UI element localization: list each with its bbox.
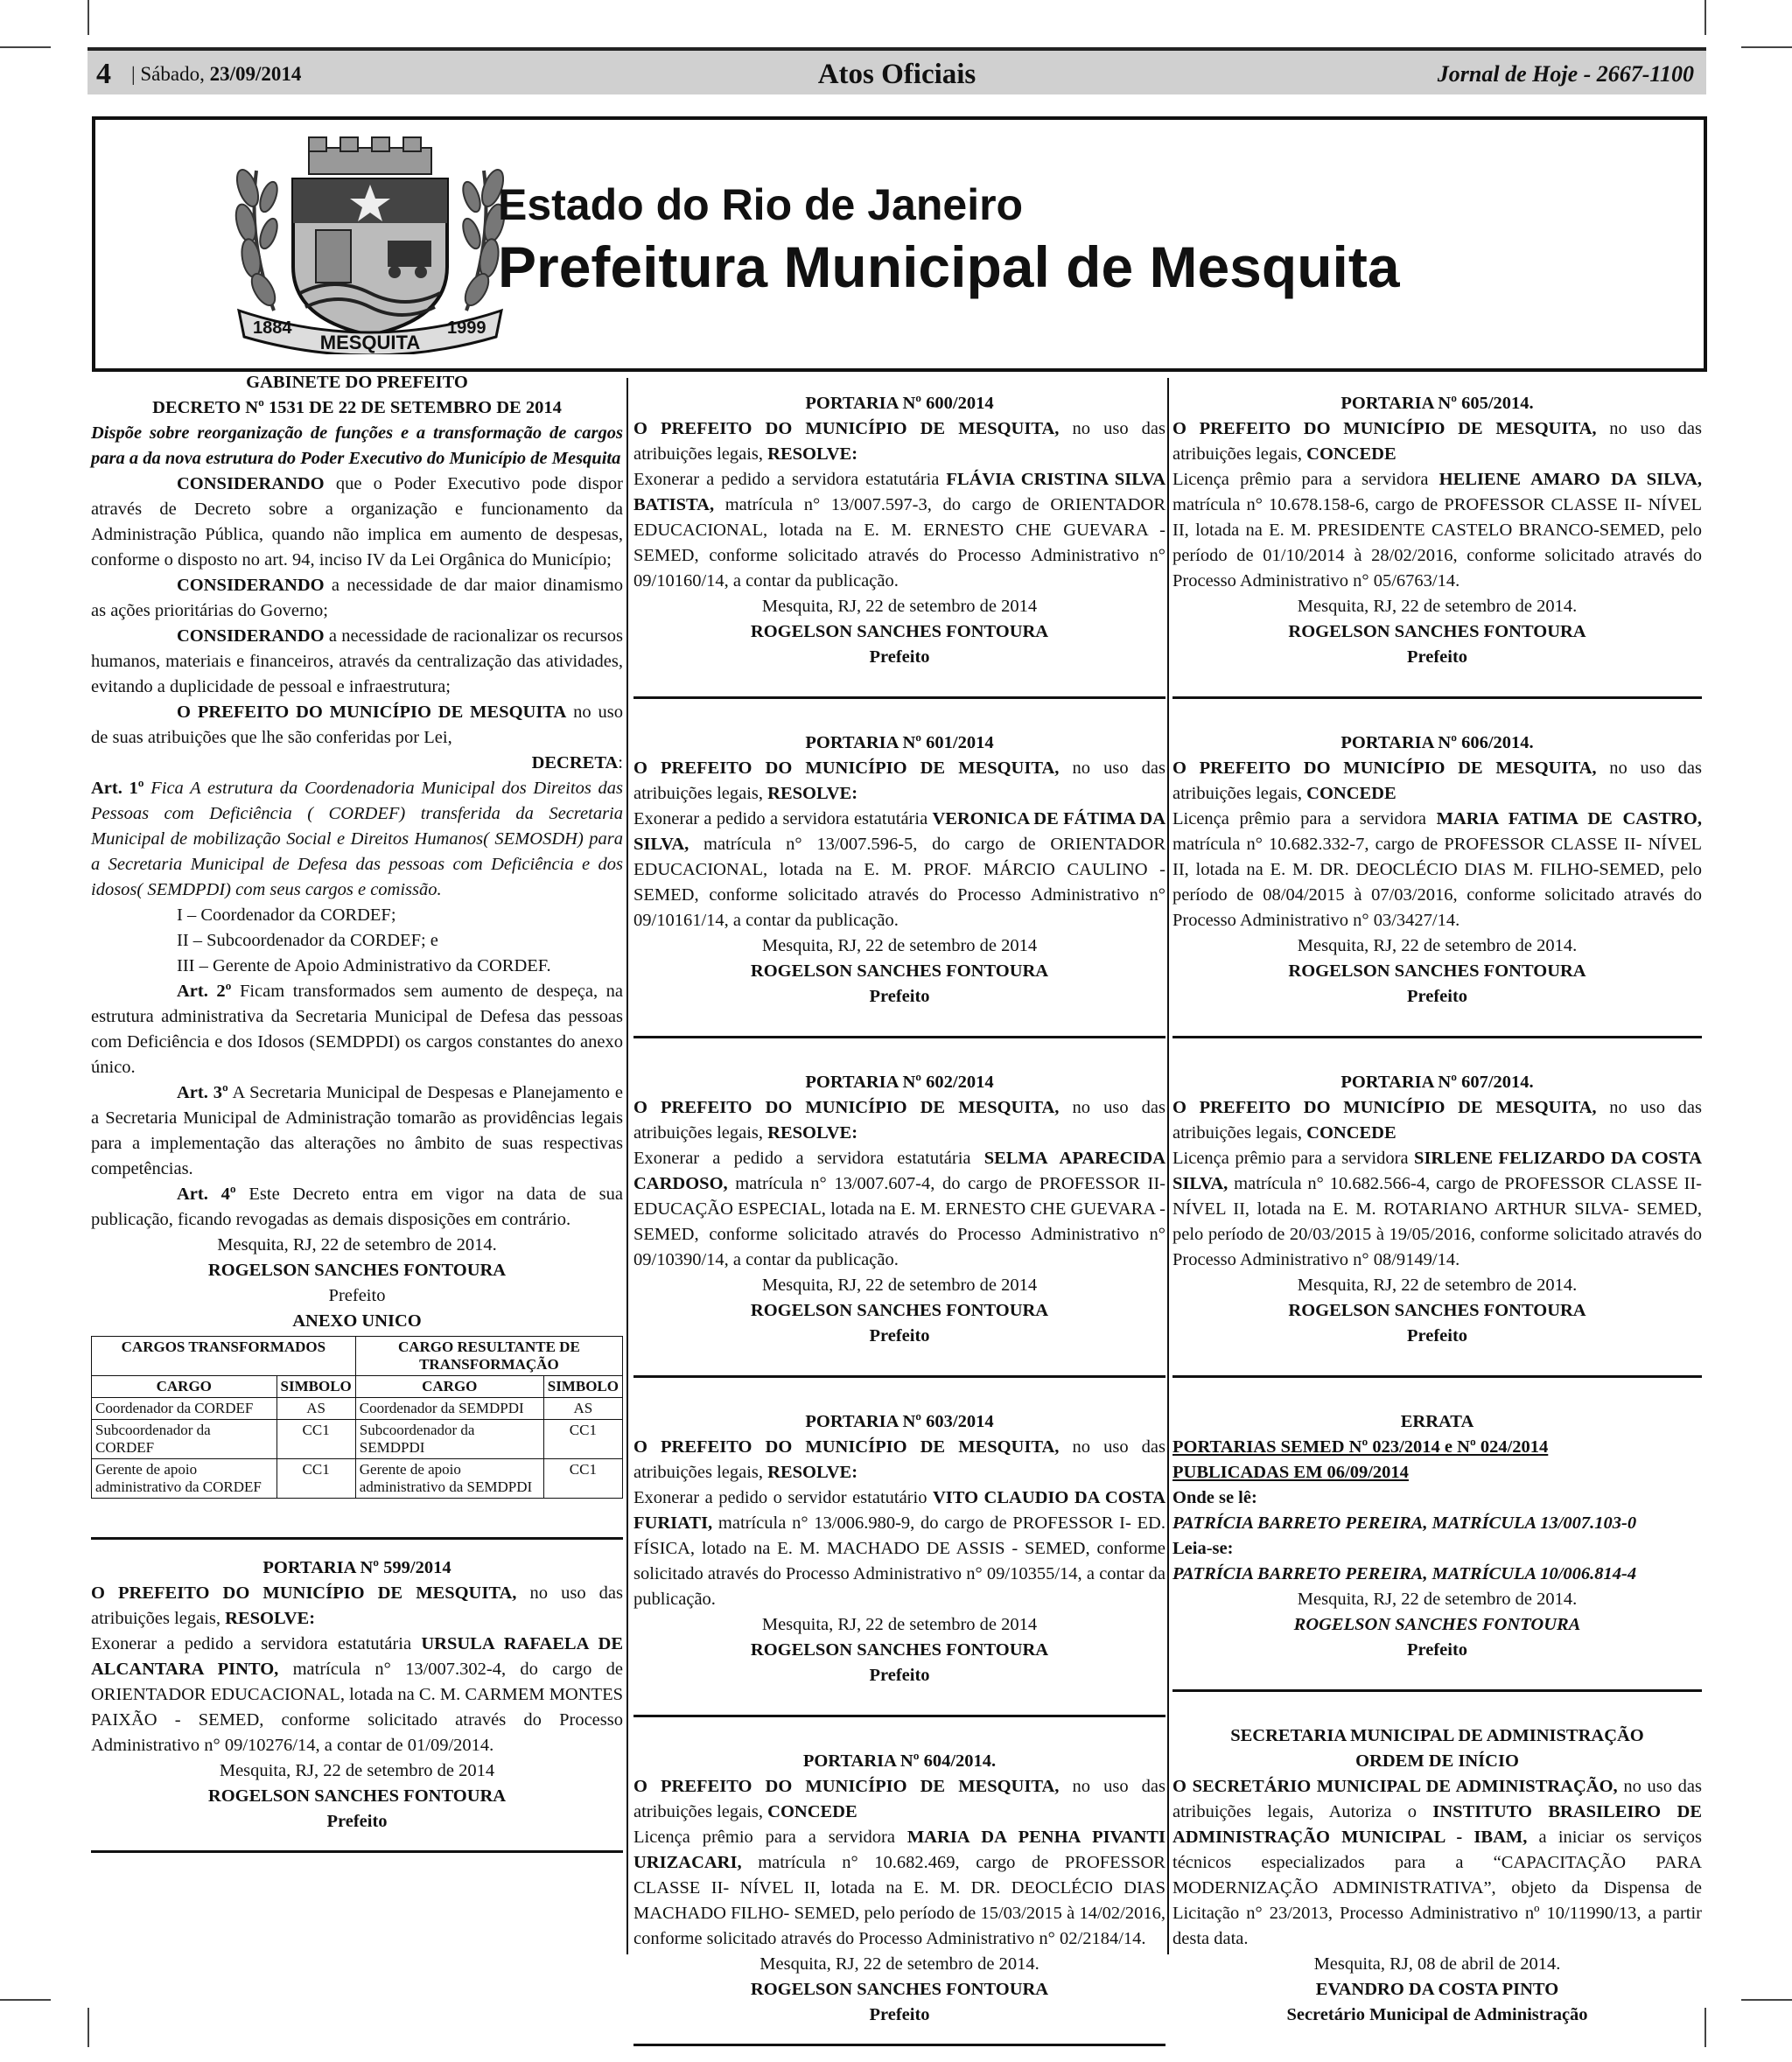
article-2: Art. 2º Ficam transformados sem aumento de despeça, na estrutura administrativa da Secretaria Municipal de Defesa das pessoas com Deficiência e dos Idosos (SEMDPDI) os cargos constantes do anexo único.	[91, 982, 624, 1077]
section-divider	[634, 2044, 1166, 2046]
errata-reference: PORTARIAS SEMED Nº 023/2014 e Nº 024/2014	[1172, 1437, 1549, 1457]
section-divider	[1172, 696, 1702, 699]
table-cell: Coordenador da CORDEF	[92, 1398, 277, 1420]
section-divider	[634, 1715, 1166, 1717]
coat-of-arms-icon	[221, 136, 519, 354]
crest-year-left: 1884	[253, 318, 292, 338]
column-2	[634, 370, 1166, 2062]
group-header: CARGO RESULTANTE DE TRANSFORMAÇÃO	[355, 1337, 622, 1376]
portaria-body: Exonerar a pedido a servidora estatutária URSULA RAFAELA DE ALCANTARA PINTO, matrícula n° 13/007.302-4, do cargo de ORIENTADOR EDUCACIONAL, lotada na C. M. CARMEM MONTES PAIXÃO - SEMED, conforme solicitado através do Processo Administrativo n° 09/10276/14, a contar de 01/09/2014.	[91, 1634, 624, 1755]
table-cell: Subcoordenador da SEMDPDI	[355, 1420, 543, 1459]
portaria-602	[634, 1070, 1166, 1349]
portaria-title: PORTARIA Nº 602/2014	[805, 1073, 994, 1092]
considerando-2: CONSIDERANDO a necessidade de dar maior dinamismo as ações prioritárias do Governo;	[91, 576, 623, 620]
decreto-section	[91, 370, 623, 1499]
section-divider	[634, 1036, 1166, 1038]
portaria-body: Licença prêmio para a servidora SIRLENE FELIZARDO DA COSTA SILVA, matrícula n° 10.682.566-4, cargo de PROFESSOR CLASSE II- NÍVEL II, lotada na E. M. ROTARIANO ARTHUR SILVA- SEMED, pelo período de 20/03/2015 à 19/05/2016, conforme solicitado através do Processo Administrativo n° 08/9149/14.	[1172, 1149, 1702, 1269]
portaria-606	[1172, 730, 1702, 1010]
portaria-intro: O PREFEITO DO MUNICÍPIO DE MESQUITA, no uso das atribuições legais, RESOLVE:	[91, 1583, 623, 1628]
column-3	[1172, 370, 1702, 2028]
signer-name: ROGELSON SANCHES FONTOURA	[750, 1640, 1049, 1660]
decreta-label: DECRETA:	[531, 753, 623, 772]
crest-name: MESQUITA	[319, 332, 421, 353]
state-name: Estado do Rio de Janeiro	[498, 180, 1024, 229]
portaria-body: Exonerar a pedido o servidor estatutário VITO CLAUDIO DA COSTA FURIATI, matrícula n° 13/006.980-9, do cargo de PROFESSOR I- ED. FÍSICA, lotado na E. M. MACHADO DE ASSIS - SEMED, conforme solicitado através do Processo Administrativo n° 09/10355/14, a contar da publicação.	[634, 1488, 1166, 1609]
section-divider	[1172, 1689, 1702, 1692]
portaria-title: PORTARIA Nº 607/2014.	[1340, 1073, 1534, 1092]
place-date: Mesquita, RJ, 22 de setembro de 2014	[761, 936, 1038, 955]
page-header	[88, 47, 1706, 94]
issue-date: | Sábado, 23/09/2014	[131, 63, 302, 85]
place-date: Mesquita, RJ, 22 de setembro de 2014	[761, 1615, 1038, 1634]
portaria-601	[634, 730, 1166, 1010]
signer-role: Prefeito	[326, 1812, 388, 1831]
portaria-body: Licença prêmio para a servidora MARIA FATIMA DE CASTRO, matrícula n° 10.682.332-7, cargo de PROFESSOR CLASSE II- NÍVEL II, lotada na E. M. DR. DEOCLÉCIO DIAS M. FILHO-SEMED, pelo período de 08/04/2015 à 07/03/2016, conforme solicitado através do Processo Administrativo n° 03/3427/14.	[1172, 809, 1703, 930]
portaria-title: PORTARIA Nº 604/2014.	[802, 1751, 997, 1771]
signer-role: Prefeito	[1406, 647, 1468, 667]
article-3: Art. 3º A Secretaria Municipal de Despesas e Planejamento e a Secretaria Municipal de Administração tomarão as providências legais para a implementação das alterações no âmbito de suas respectivas competências.	[91, 1083, 624, 1178]
portaria-intro: O PREFEITO DO MUNICÍPIO DE MESQUITA, no uso das atribuições legais, CONCEDE	[634, 1777, 1166, 1821]
signer-name: ROGELSON SANCHES FONTOURA	[207, 1261, 507, 1280]
table-cell: CC1	[543, 1459, 622, 1499]
signer-name: ROGELSON SANCHES FONTOURA	[750, 961, 1049, 981]
place-date: Mesquita, RJ, 22 de setembro de 2014.	[1297, 597, 1578, 616]
table-cell: CC1	[276, 1459, 355, 1499]
section-divider	[634, 1375, 1166, 1378]
ordem-section	[1172, 1723, 1702, 2028]
article-1-item: I – Coordenador da CORDEF;	[177, 905, 396, 925]
article-1-item: III – Gerente de Apoio Administrativo da CORDEF.	[177, 956, 551, 975]
crop-mark	[1741, 1999, 1792, 2001]
signer-name: ROGELSON SANCHES FONTOURA	[1288, 961, 1586, 981]
errata-title: ERRATA	[1400, 1412, 1474, 1431]
signer-name: ROGELSON SANCHES FONTOURA	[750, 1301, 1049, 1320]
errata-reference: PUBLICADAS EM 06/09/2014	[1172, 1463, 1409, 1482]
signer-name: ROGELSON SANCHES FONTOURA	[750, 1980, 1049, 1999]
portaria-599	[91, 1555, 623, 1835]
group-header: CARGOS TRANSFORMADOS	[92, 1337, 356, 1376]
signer-role: Prefeito	[1406, 1640, 1468, 1660]
portaria-title: PORTARIA Nº 605/2014.	[1340, 394, 1534, 413]
place-date: Mesquita, RJ, 22 de setembro de 2014.	[760, 1954, 1040, 1974]
crop-mark	[0, 46, 51, 48]
column-header: SIMBOLO	[276, 1376, 355, 1398]
crop-mark	[88, 2008, 89, 2047]
article-1: Art. 1º Fica A estrutura da Coordenadoria Municipal dos Direitos das Pessoas com Deficiência ( CORDEF) transferida da Secretaria Municipal de mobilização Social e Direitos Humanos( SEMOSDH) para a Secretaria Municipal de Defesa das pessoas com Deficiência e dos idosos( SEMDPDI) com seus cargos e comissão.	[91, 779, 624, 899]
portaria-intro: O PREFEITO DO MUNICÍPIO DE MESQUITA, no uso das atribuições legais, CONCEDE	[1172, 419, 1702, 464]
place-date: Mesquita, RJ, 22 de setembro de 2014	[761, 597, 1038, 616]
annex-table	[91, 1336, 623, 1499]
newspaper-name: Jornal de Hoje - 2667-1100	[1437, 61, 1694, 87]
portaria-605	[1172, 391, 1702, 670]
portaria-intro: O PREFEITO DO MUNICÍPIO DE MESQUITA, no uso das atribuições legais, RESOLVE:	[634, 758, 1166, 803]
place-date: Mesquita, RJ, 22 de setembro de 2014.	[1297, 936, 1578, 955]
decreto-title: DECRETO Nº 1531 DE 22 DE SETEMBRO DE 2014	[152, 398, 562, 417]
portaria-intro: O PREFEITO DO MUNICÍPIO DE MESQUITA, no uso das atribuições legais, RESOLVE:	[634, 419, 1166, 464]
table-cell: AS	[276, 1398, 355, 1420]
table-cell: CC1	[543, 1420, 622, 1459]
errata-leia-label: Leia-se:	[1172, 1539, 1234, 1558]
ordem-body: O SECRETÁRIO MUNICIPAL DE ADMINISTRAÇÃO, no uso das atribuições legais, Autoriza o INSTITUTO BRASILEIRO DE ADMINISTRAÇÃO MUNICIPAL - IBAM, a iniciar os serviços técnicos especializados para a “CAPACITAÇÃO PARA MODERNIZAÇÃO ADMINISTRATIVA”, objeto da Dispensa de Licitação n° 23/2013, Processo Administrativo nº 10/11990/13, a partir desta data.	[1172, 1777, 1702, 1948]
section-divider	[91, 1537, 623, 1540]
place-date: Mesquita, RJ, 22 de setembro de 2014	[219, 1761, 495, 1780]
signer-name: EVANDRO DA COSTA PINTO	[1315, 1980, 1559, 1999]
signer-name: ROGELSON SANCHES FONTOURA	[1293, 1615, 1581, 1634]
department-heading: SECRETARIA MUNICIPAL DE ADMINISTRAÇÃO	[1230, 1726, 1644, 1745]
signer-role: Prefeito	[328, 1286, 386, 1305]
table-header	[92, 1376, 623, 1398]
errata-onde-label: Onde se lê:	[1172, 1488, 1257, 1507]
errata-correct-text: PATRÍCIA BARRETO PEREIRA, MATRÍCULA 10/006.814-4	[1172, 1564, 1637, 1583]
signer-role: Prefeito	[869, 1326, 930, 1346]
errata-wrong-text: PATRÍCIA BARRETO PEREIRA, MATRÍCULA 13/007.103-0	[1172, 1513, 1637, 1533]
portaria-title: PORTARIA Nº 600/2014	[805, 394, 994, 413]
column-divider	[1167, 378, 1169, 1954]
portaria-intro: O PREFEITO DO MUNICÍPIO DE MESQUITA, no uso das atribuições legais, CONCEDE	[1172, 1098, 1702, 1143]
ordem-title: ORDEM DE INÍCIO	[1355, 1751, 1519, 1771]
section-title: Atos Oficiais	[817, 59, 976, 90]
signer-role: Prefeito	[869, 1666, 930, 1685]
table-group-header	[92, 1337, 623, 1376]
column-divider	[626, 378, 628, 1954]
signer-name: ROGELSON SANCHES FONTOURA	[1288, 622, 1586, 641]
signer-role: Prefeito	[869, 2005, 930, 2024]
column-header: CARGO	[92, 1376, 277, 1398]
considerando-1: CONSIDERANDO que o Poder Executivo pode dispor através de Decreto sobre a organização e funcionamento da Administração Pública, quando não implica em aumento de despesas, conforme o disposto no art. 94, inciso IV da Lei Orgânica do Município;	[91, 474, 623, 570]
portaria-603	[634, 1409, 1166, 1688]
prefeito-clause: O PREFEITO DO MUNICÍPIO DE MESQUITA no uso de suas atribuições que lhe são conferidas por Lei,	[91, 702, 623, 747]
crop-mark	[1704, 2008, 1706, 2047]
column-header: SIMBOLO	[543, 1376, 622, 1398]
table-cell: Gerente de apoio administrativo da SEMDPDI	[355, 1459, 543, 1499]
table-cell: CC1	[276, 1420, 355, 1459]
portaria-607	[1172, 1070, 1702, 1349]
masthead	[92, 116, 1707, 372]
crop-mark	[88, 0, 89, 35]
annex-title: ANEXO UNICO	[292, 1311, 422, 1331]
errata-section	[1172, 1409, 1702, 1663]
considerando-3: CONSIDERANDO a necessidade de racionalizar os recursos humanos, materiais e financeiros, através da centralização das atividades, evitando a duplicidade de pessoal e infraestrutura;	[91, 626, 623, 696]
table-cell: AS	[543, 1398, 622, 1420]
page-number: 4	[96, 58, 111, 90]
portaria-intro: O PREFEITO DO MUNICÍPIO DE MESQUITA, no uso das atribuições legais, RESOLVE:	[634, 1437, 1166, 1482]
signer-name: ROGELSON SANCHES FONTOURA	[750, 622, 1049, 641]
column-header: CARGO	[355, 1376, 543, 1398]
place-date: Mesquita, RJ, 08 de abril de 2014.	[1313, 1954, 1561, 1974]
table-cell: Gerente de apoio administrativo da CORDEF	[92, 1459, 277, 1499]
city-hall-name: Prefeitura Municipal de Mesquita	[498, 234, 1400, 299]
table-row	[92, 1398, 623, 1420]
table-cell: Subcoordenador da CORDEF	[92, 1420, 277, 1459]
article-4: Art. 4º Este Decreto entra em vigor na data de sua publicação, ficando revogadas as demais disposições em contrário.	[91, 1185, 623, 1229]
crop-mark	[1704, 0, 1706, 35]
portaria-body: Exonerar a pedido a servidora estatutária SELMA APARECIDA CARDOSO, matrícula n° 13/007.607-4, do cargo de PROFESSOR II- EDUCAÇÃO ESPECIAL, lotada na E. M. ERNESTO CHE GUEVARA - SEMED, conforme solicitado através do Processo Administrativo n° 09/10390/14, a contar da publicação.	[634, 1149, 1166, 1269]
section-divider	[634, 696, 1166, 699]
signer-name: ROGELSON SANCHES FONTOURA	[207, 1786, 507, 1806]
place-date: Mesquita, RJ, 22 de setembro de 2014.	[1297, 1590, 1578, 1609]
table-row	[92, 1459, 623, 1499]
crop-mark	[1741, 46, 1792, 48]
signer-role: Prefeito	[869, 987, 930, 1006]
signer-role: Secretário Municipal de Administração	[1286, 2005, 1588, 2024]
portaria-604	[634, 1749, 1166, 2028]
signer-role: Prefeito	[869, 647, 930, 667]
portaria-body: Licença prêmio para a servidora HELIENE AMARO DA SILVA, matrícula n° 10.678.158-6, cargo de PROFESSOR CLASSE II- NÍVEL II, lotada na E. M. PRESIDENTE CASTELO BRANCO-SEMED, pelo período de 01/10/2014 à 28/02/2016, conforme solicitado através do Processo Administrativo n° 05/6763/14.	[1172, 470, 1702, 591]
column-1	[91, 370, 623, 1869]
portaria-intro: O PREFEITO DO MUNICÍPIO DE MESQUITA, no uso das atribuições legais, RESOLVE:	[634, 1098, 1166, 1143]
portaria-body: Licença prêmio para a servidora MARIA DA PENHA PIVANTI URIZACARI, matrícula n° 10.682.469, cargo de PROFESSOR CLASSE II- NÍVEL II, lotada na E. M. DR. DEOCLÉCIO DIAS MACHADO FILHO- SEMED, pelo período de 15/03/2015 à 14/02/2016, conforme solicitado através do Processo Administrativo n° 02/2184/14.	[634, 1828, 1166, 1948]
portaria-title: PORTARIA Nº 606/2014.	[1340, 733, 1534, 752]
portaria-title: PORTARIA Nº 601/2014	[805, 733, 994, 752]
portaria-title: PORTARIA Nº 599/2014	[262, 1558, 452, 1577]
article-1-item: II – Subcoordenador da CORDEF; e	[177, 931, 438, 950]
place-date: Mesquita, RJ, 22 de setembro de 2014	[761, 1276, 1038, 1295]
office-heading: GABINETE DO PREFEITO	[246, 373, 468, 392]
signer-name: ROGELSON SANCHES FONTOURA	[1288, 1301, 1586, 1320]
portaria-intro: O PREFEITO DO MUNICÍPIO DE MESQUITA, no uso das atribuições legais, CONCEDE	[1172, 758, 1702, 803]
signer-role: Prefeito	[1406, 1326, 1468, 1346]
table-row	[92, 1420, 623, 1459]
portaria-title: PORTARIA Nº 603/2014	[805, 1412, 994, 1431]
crest-year-right: 1999	[447, 318, 486, 338]
section-divider	[1172, 1375, 1702, 1378]
crop-mark	[0, 1999, 51, 2001]
section-divider	[91, 1850, 623, 1853]
portaria-body: Exonerar a pedido a servidora estatutária VERONICA DE FÁTIMA DA SILVA, matrícula n° 13/007.596-5, do cargo de ORIENTADOR EDUCACIONAL, lotada na E. M. PROF. MÁRCIO CAULINO - SEMED, conforme solicitado através do Processo Administrativo n° 09/10161/14, a contar da publicação.	[634, 809, 1166, 930]
decreto-ementa: Dispõe sobre reorganização de funções e a transformação de cargos para a da nova estrutura do Poder Executivo do Município de Mesquita	[91, 423, 623, 468]
portaria-600	[634, 391, 1166, 670]
signer-role: Prefeito	[1406, 987, 1468, 1006]
table-cell: Coordenador da SEMDPDI	[355, 1398, 543, 1420]
place-date: Mesquita, RJ, 22 de setembro de 2014.	[217, 1235, 497, 1255]
section-divider	[1172, 1036, 1702, 1038]
place-date: Mesquita, RJ, 22 de setembro de 2014.	[1297, 1276, 1578, 1295]
portaria-body: Exonerar a pedido a servidora estatutária FLÁVIA CRISTINA SILVA BATISTA, matrícula n° 13/007.597-3, do cargo de ORIENTADOR EDUCACIONAL, lotada na E. M. ERNESTO CHE GUEVARA - SEMED, conforme solicitado através do Processo Administrativo n° 09/10160/14, a contar da publicação.	[634, 470, 1166, 591]
